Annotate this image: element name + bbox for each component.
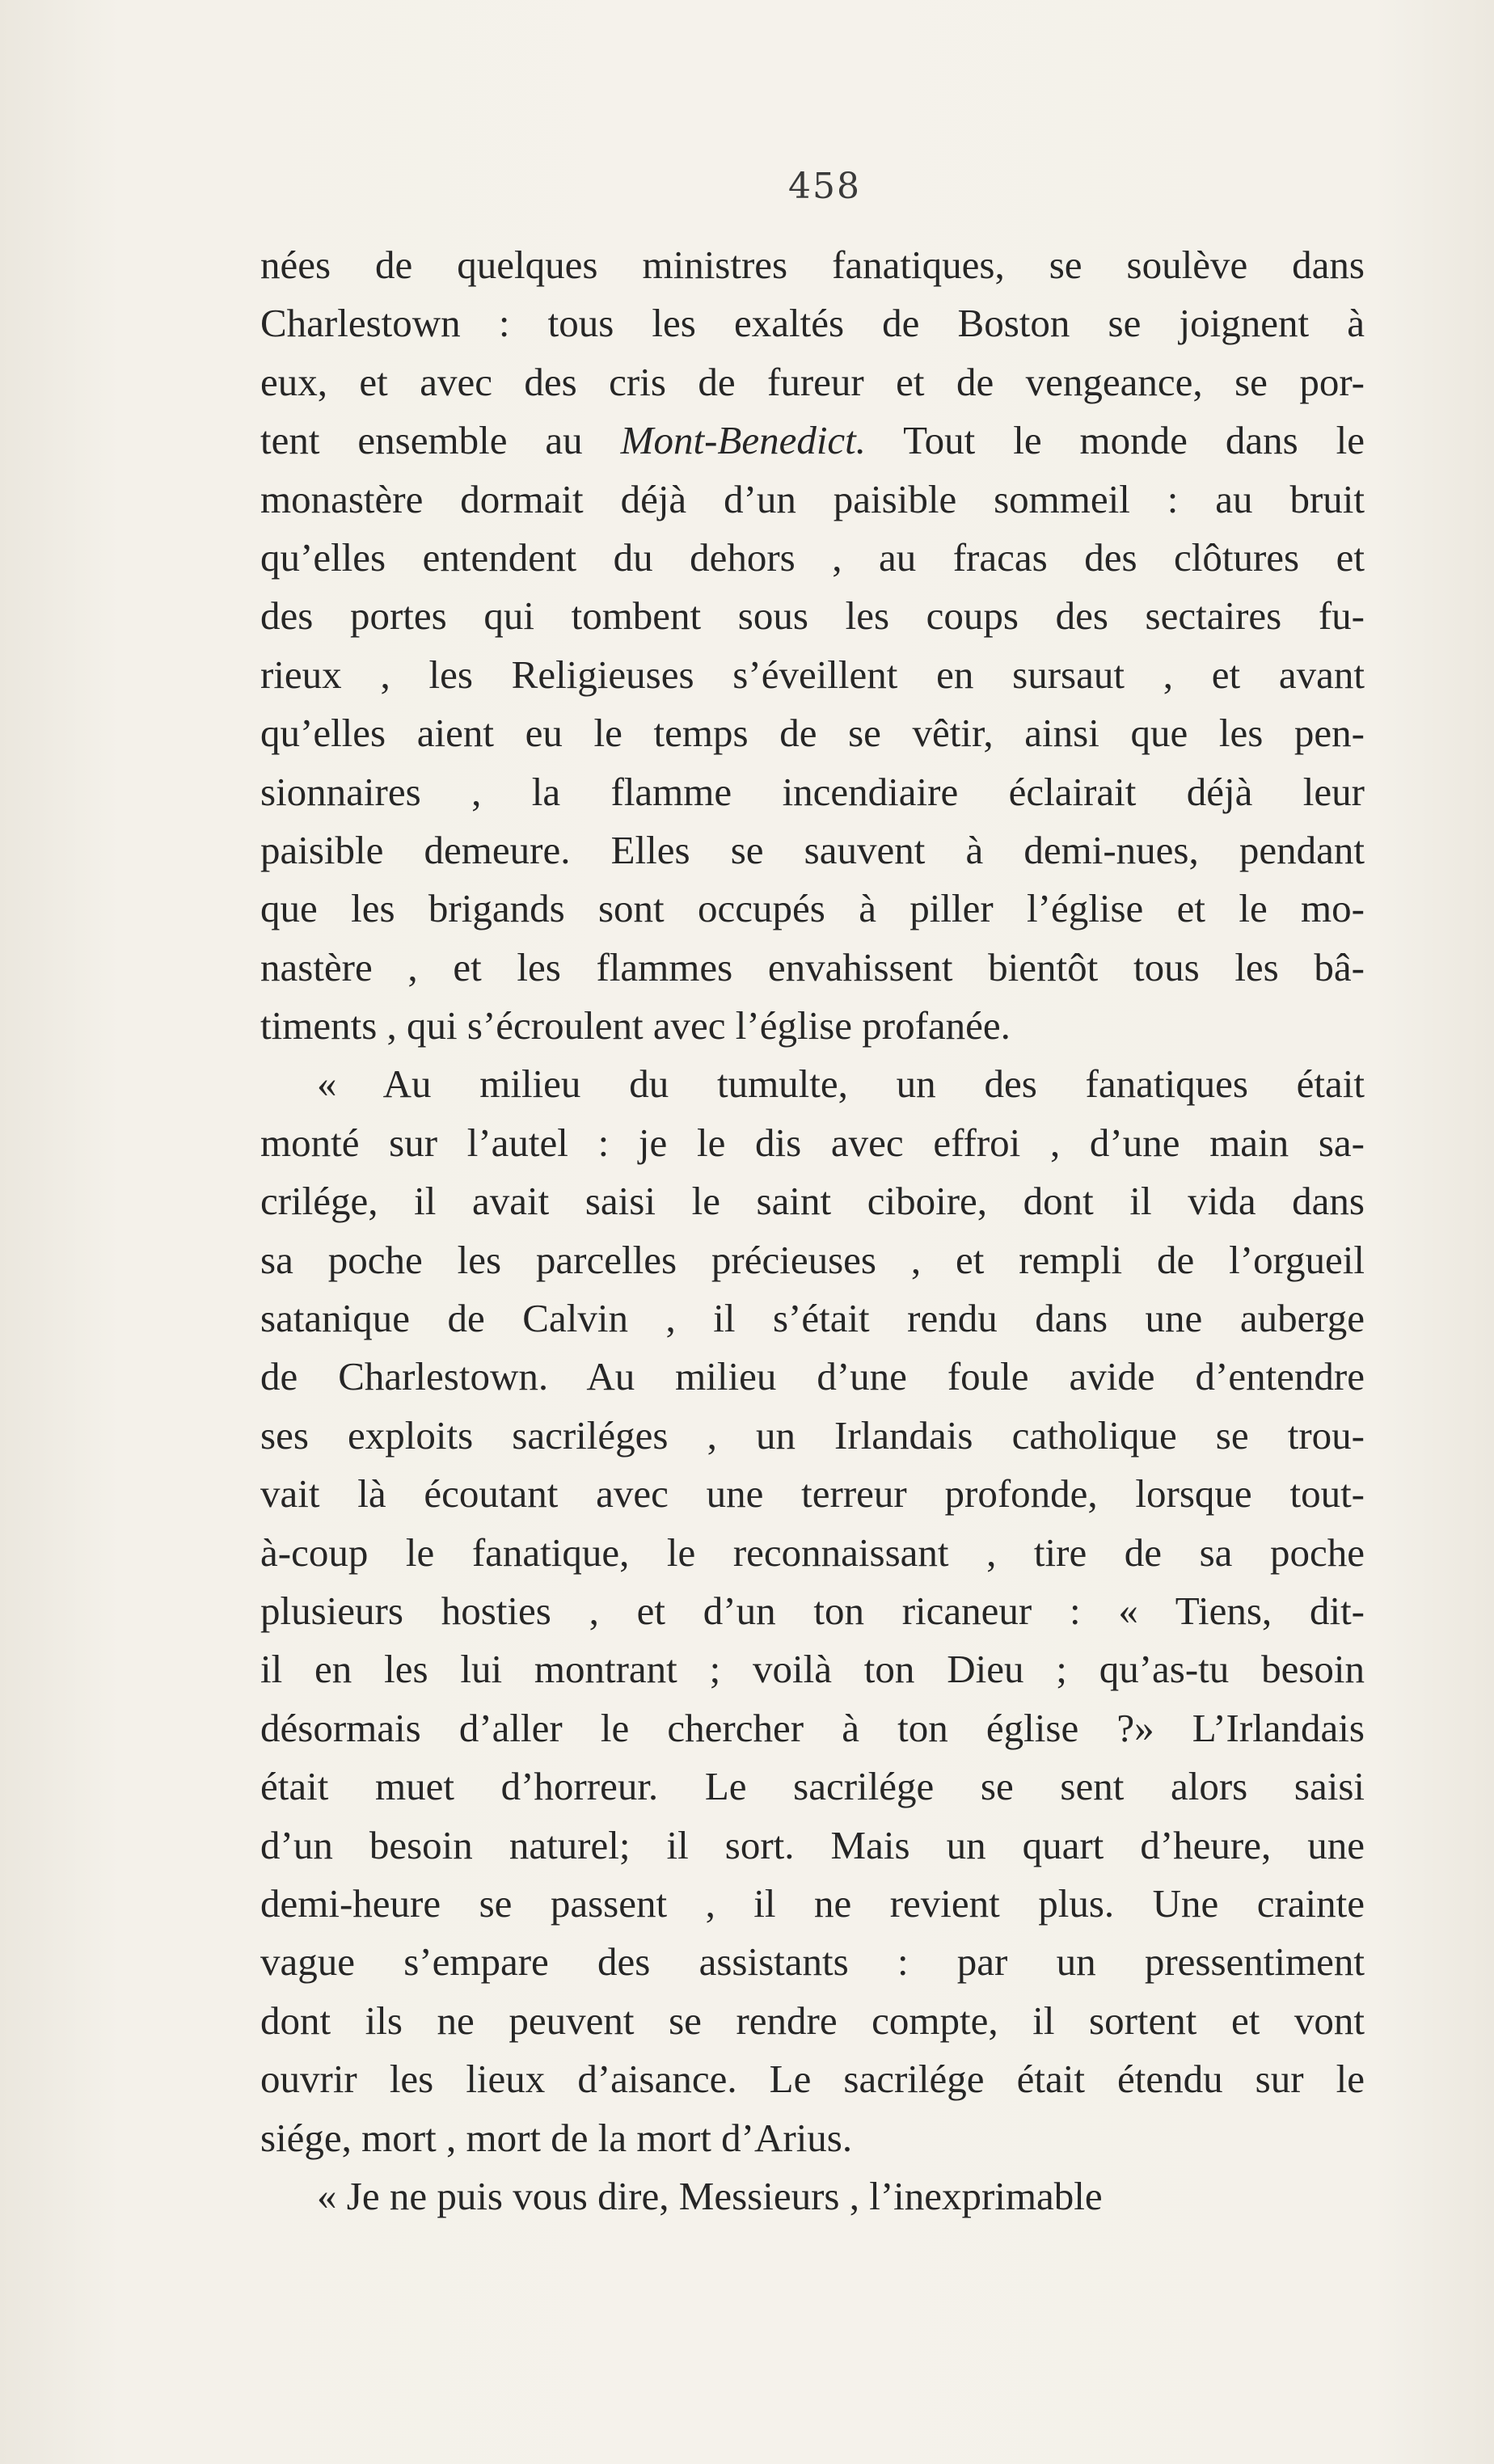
text-run: monastère dormait déjà d’un paisible sommeil : au bruit — [260, 476, 1365, 521]
text-line — [260, 529, 1365, 587]
place-name-italic: Mont-Benedict. — [620, 418, 867, 463]
text-run: de Charlestown. Au milieu d’une foule avide d’entendre — [260, 1354, 1365, 1399]
text-line — [260, 2050, 1365, 2108]
text-line — [260, 587, 1365, 645]
text-run: nastère , et les flammes envahissent bientôt tous les bâ- — [260, 944, 1365, 989]
text-line — [260, 1992, 1365, 2050]
text-line — [260, 294, 1365, 352]
text-run: nées de quelques ministres fanatiques, se soulève dans — [260, 243, 1365, 287]
text-run: siége, mort , mort de la mort d’Arius. — [260, 2115, 853, 2160]
text-line — [260, 704, 1365, 762]
text-line — [260, 1933, 1365, 1991]
text-line — [260, 880, 1365, 938]
text-line — [260, 1231, 1365, 1289]
text-line — [260, 1816, 1365, 1875]
text-run: à-coup le fanatique, le reconnaissant , tire de sa poche — [260, 1529, 1365, 1575]
text-run: monté sur l’autel : je le dis avec effroi , d’une main sa- — [260, 1120, 1365, 1165]
text-line — [260, 236, 1365, 294]
text-run: désormais d’aller le chercher à ton église ?» L’Irlandais — [260, 1705, 1365, 1750]
text-line — [260, 1757, 1365, 1816]
text-line — [260, 2109, 1365, 2167]
text-run: sa poche les parcelles précieuses , et rempli de l’orgueil — [260, 1237, 1365, 1282]
text-line — [260, 1465, 1365, 1523]
text-line — [260, 1875, 1365, 1933]
text-line — [260, 470, 1365, 529]
text-line — [260, 1114, 1365, 1172]
text-run: sionnaires , la flamme incendiaire éclairait déjà leur — [260, 769, 1365, 814]
text-run: était muet d’horreur. Le sacrilége se sent alors saisi — [260, 1764, 1365, 1809]
text-run: vague s’empare des assistants : par un pressentiment — [260, 1939, 1365, 1985]
text-run: d’un besoin naturel; il sort. Mais un quart d’heure, une — [260, 1822, 1365, 1867]
text-run: eux, et avec des cris de fureur et de vengeance, se por- — [260, 359, 1365, 404]
text-run: qu’elles aient eu le temps de se vêtir, ainsi que les pen- — [260, 711, 1365, 756]
text-run: vait là écoutant avec une terreur profonde, lorsque tout- — [260, 1471, 1365, 1517]
text-line — [260, 1524, 1365, 1582]
text-line — [260, 353, 1365, 411]
body-text — [260, 236, 1365, 2226]
text-line — [260, 1348, 1365, 1406]
text-run: timents , qui s’écroulent avec l’église profanée. — [260, 1003, 1011, 1048]
text-run: ses exploits sacriléges , un Irlandais catholique se trou- — [260, 1412, 1365, 1458]
text-run: tent ensemble au — [260, 418, 621, 463]
text-run: « Je ne puis vous dire, Messieurs , l’inexprimable — [317, 2173, 1103, 2218]
text-run: satanique de Calvin , il s’était rendu dans une auberge — [260, 1296, 1365, 1341]
text-line — [260, 1289, 1365, 1348]
text-line — [260, 646, 1365, 704]
text-run: Charlestown : tous les exaltés de Boston se joignent à — [260, 301, 1365, 346]
page-number: 458 — [788, 166, 861, 207]
text-line — [260, 821, 1365, 880]
text-line — [260, 1640, 1365, 1698]
text-line — [260, 1055, 1365, 1113]
text-run: Tout le monde dans le — [866, 418, 1365, 463]
text-line — [260, 1172, 1365, 1230]
text-run: ouvrir les lieux d’aisance. Le sacrilége était étendu sur le — [260, 2057, 1365, 2102]
text-run: rieux , les Religieuses s’éveillent en sursaut , et avant — [260, 652, 1365, 697]
text-run: plusieurs hosties , et d’un ton ricaneur : « Tiens, dit- — [260, 1588, 1365, 1633]
text-run: dont ils ne peuvent se rendre compte, il sortent et vont — [260, 1998, 1365, 2043]
text-line — [260, 1407, 1365, 1465]
text-run: des portes qui tombent sous les coups des sectaires fu- — [260, 593, 1365, 639]
text-line — [260, 997, 1365, 1055]
text-run: il en les lui montrant ; voilà ton Dieu ; qu’as-tu besoin — [260, 1647, 1365, 1692]
text-line — [260, 763, 1365, 821]
text-line — [260, 2167, 1365, 2226]
text-run: « Au milieu du tumulte, un des fanatiques était — [317, 1061, 1365, 1107]
text-line — [260, 1699, 1365, 1757]
text-run: que les brigands sont occupés à piller l’église et le mo- — [260, 886, 1365, 931]
text-line — [260, 939, 1365, 997]
text-run: qu’elles entendent du dehors , au fracas des clôtures et — [260, 534, 1365, 580]
text-line — [260, 411, 1365, 470]
text-run: paisible demeure. Elles se sauvent à demi-nues, pendant — [260, 827, 1365, 872]
text-line — [260, 1582, 1365, 1640]
text-run: demi-heure se passent , il ne revient plus. Une crainte — [260, 1880, 1365, 1926]
text-run: crilége, il avait saisi le saint ciboire, dont il vida dans — [260, 1179, 1365, 1224]
